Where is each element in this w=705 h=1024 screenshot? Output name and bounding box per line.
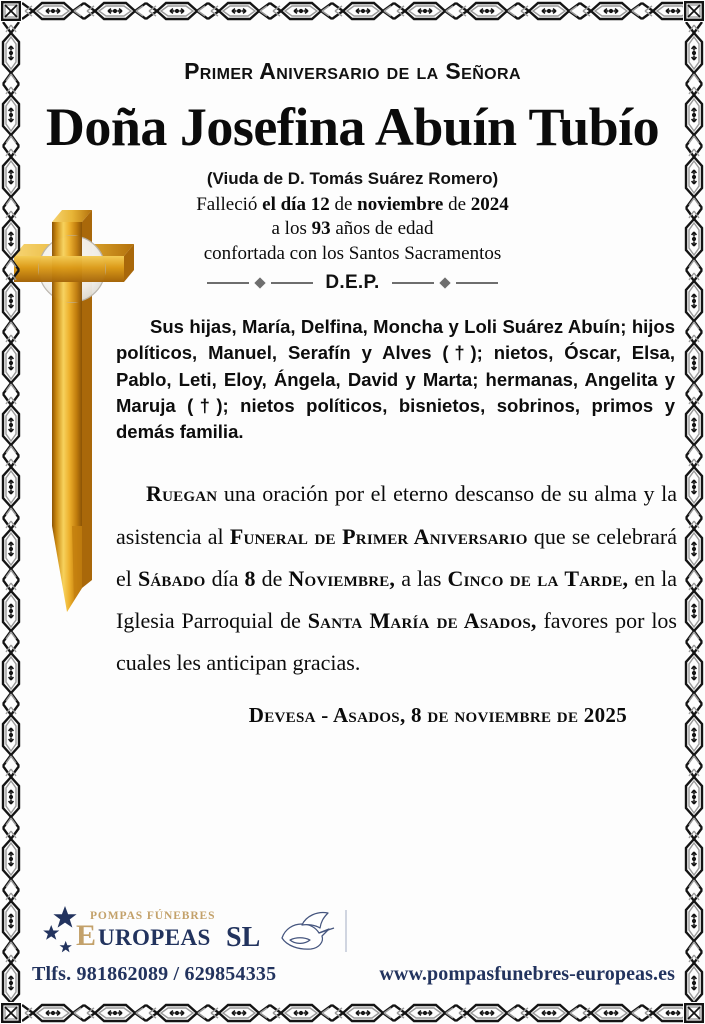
ruegan-word: Ruegan — [146, 481, 218, 507]
funeral-time: Cinco de la Tarde, — [447, 565, 629, 591]
dep-rule-left-a — [207, 282, 249, 284]
funeral-day-number: 8 — [244, 565, 256, 591]
invitation-text-4: de — [255, 565, 289, 591]
age-prefix: a los — [271, 218, 312, 240]
dep-rule-left-b — [271, 282, 313, 284]
invitation-text-7: favores por los cuales les anticipan gracias. — [116, 608, 677, 676]
family-paragraph: Sus hijas, María, Delfina, Moncha y Loli Suárez Abuín; hijos políticos, Manuel, Serafín y Alves (†); nietos, Óscar, Elsa, Pablo, Leti, Eloy, Ángela, David y Marta; hermanas, Angelita y Maruja (†); nietos políticos, bisnietos, sobrinos, primos y demás familia. — [116, 316, 675, 443]
invitation-paragraph — [116, 473, 681, 684]
death-date-day: el día 12 — [262, 194, 330, 216]
anniversary-kicker: Primer Aniversario de la Señora — [184, 58, 521, 84]
age-suffix: años de edad — [330, 218, 434, 240]
age-value: 93 — [311, 218, 331, 240]
star-group — [43, 906, 76, 952]
weekday: Sábado — [137, 565, 206, 591]
dove-icon — [282, 913, 334, 950]
footer — [24, 900, 681, 996]
border-corner-bottom-left — [0, 1002, 22, 1024]
church-name: Santa María de Asados, — [307, 608, 537, 634]
death-date-part1: Falleció — [196, 194, 263, 216]
dep-diamond-left — [255, 277, 266, 288]
phone-numbers[interactable]: Tlfs. 981862089 / 629854335 — [32, 963, 277, 985]
death-details — [24, 193, 681, 266]
widow-of-line: (Viuda de D. Tomás Suárez Romero) — [206, 169, 499, 189]
age-line — [24, 217, 681, 241]
sacraments-line: confortada con los Santos Sacramentos — [203, 242, 502, 264]
border-top — [22, 0, 683, 22]
death-date-line — [24, 193, 681, 217]
logo-caption: POMPAS FÚNEBRES — [90, 910, 216, 922]
border-corner-top-left — [0, 0, 22, 22]
death-date-part5: de — [443, 194, 471, 216]
esquela-content — [24, 24, 681, 1000]
dep-label: D.E.P. — [325, 272, 380, 294]
dep-diamond-right — [439, 277, 450, 288]
logo-initial: E — [76, 919, 97, 952]
death-date-month: noviembre — [357, 194, 444, 216]
funeral-month: Noviembre, — [288, 565, 396, 591]
border-bottom — [22, 1002, 683, 1024]
invitation-text-5: a las — [395, 565, 448, 591]
logo-suffix: SL — [226, 922, 261, 953]
death-date-part3: de — [329, 194, 358, 216]
border-right — [683, 22, 705, 1002]
invitation-text-2: que se celebrará el — [116, 523, 678, 591]
company-logo — [34, 902, 364, 960]
invitation-text-1: una oración por el eterno descanso de su alma y la asistencia al — [116, 481, 677, 549]
website-url[interactable]: www.pompasfunebres-europeas.es — [379, 963, 675, 985]
border-corner-top-right — [683, 0, 705, 22]
dep-rule-right-b — [456, 282, 498, 284]
funeral-title: Funeral de Primer Aniversario — [229, 523, 528, 549]
deceased-name: Doña Josefina Abuín Tubío — [45, 97, 660, 157]
place-and-date: Devesa - Asados, 8 de noviembre de 2025 — [248, 702, 627, 727]
logo-word: UROPEAS — [98, 925, 211, 950]
dep-rule-right-a — [392, 282, 434, 284]
invitation-text-3: día — [205, 565, 245, 591]
dep-divider — [24, 272, 681, 294]
death-date-year: 2024 — [470, 194, 509, 216]
invitation-text-6: en la Iglesia Parroquial de — [116, 565, 678, 634]
border-corner-bottom-right — [683, 1002, 705, 1024]
